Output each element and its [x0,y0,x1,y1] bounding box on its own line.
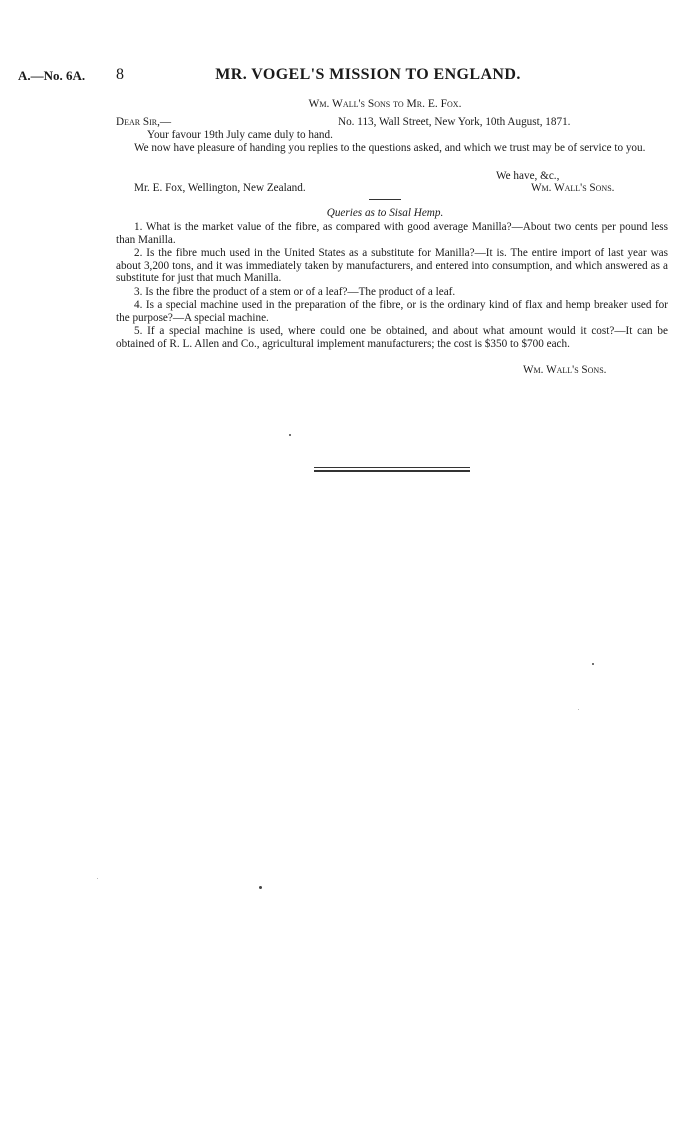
scan-speck [592,663,594,665]
salutation: Dear Sir,— [116,116,172,128]
closing-rule-bottom [314,470,470,472]
address-date: No. 113, Wall Street, New York, 10th August, 1871. [338,116,571,128]
query-item [116,286,668,299]
query-text: 1. What is the market value of the fibre, as compared with good average Manilla?—About two cents per pound less than Manilla. [116,221,668,246]
closing: We have, &c., [496,170,560,182]
scan-speck [289,434,291,436]
letter-signature: Wm. Wall's Sons. [531,182,615,194]
query-text: 3. Is the fibre the product of a stem or of a leaf?—The product of a leaf. [134,286,456,298]
document-reference: A.—No. 6A. [18,68,86,83]
letter-paragraph [116,142,668,155]
query-item [116,221,668,246]
query-item [116,247,668,285]
query-text: 4. Is a special machine used in the preparation of the fibre, or is the ordinary kind of flax and hemp breaker used for the purpose?—A special machine. [116,299,668,324]
recipient: Mr. E. Fox, Wellington, New Zealand. [134,182,306,194]
query-text: 2. Is the fibre much used in the United States as a substitute for Manilla?—It is. The entire import of last year was about 3,200 tons, and it was immediately taken by manufacturers, and entered into consumption, and which answered as a substitute for just that much Manilla. [116,247,668,285]
scan-speck [97,878,98,879]
closing-rule-top [314,467,470,468]
letter-line-2: We now have pleasure of handing you replies to the questions asked, and which we trust may be of service to you. [134,142,646,154]
page-title: MR. VOGEL'S MISSION TO ENGLAND. [215,66,521,83]
query-item [116,325,668,350]
scan-speck [259,886,262,889]
query-item [116,299,668,324]
queries-heading: Queries as to Sisal Hemp. [326,207,444,219]
short-divider [369,199,401,200]
queries-signature: Wm. Wall's Sons. [523,364,607,376]
letter-line-1: Your favour 19th July came duly to hand. [147,129,333,141]
page-number: 8 [116,66,124,83]
letter-heading: Wm. Wall's Sons to Mr. E. Fox. [308,98,462,110]
query-text: 5. If a special machine is used, where could one be obtained, and about what amount would it cost?—It can be obtained of R. L. Allen and Co., agricultural implement manufacturers; the cost is $350 to $700 each. [116,325,668,350]
scan-speck [578,709,579,710]
